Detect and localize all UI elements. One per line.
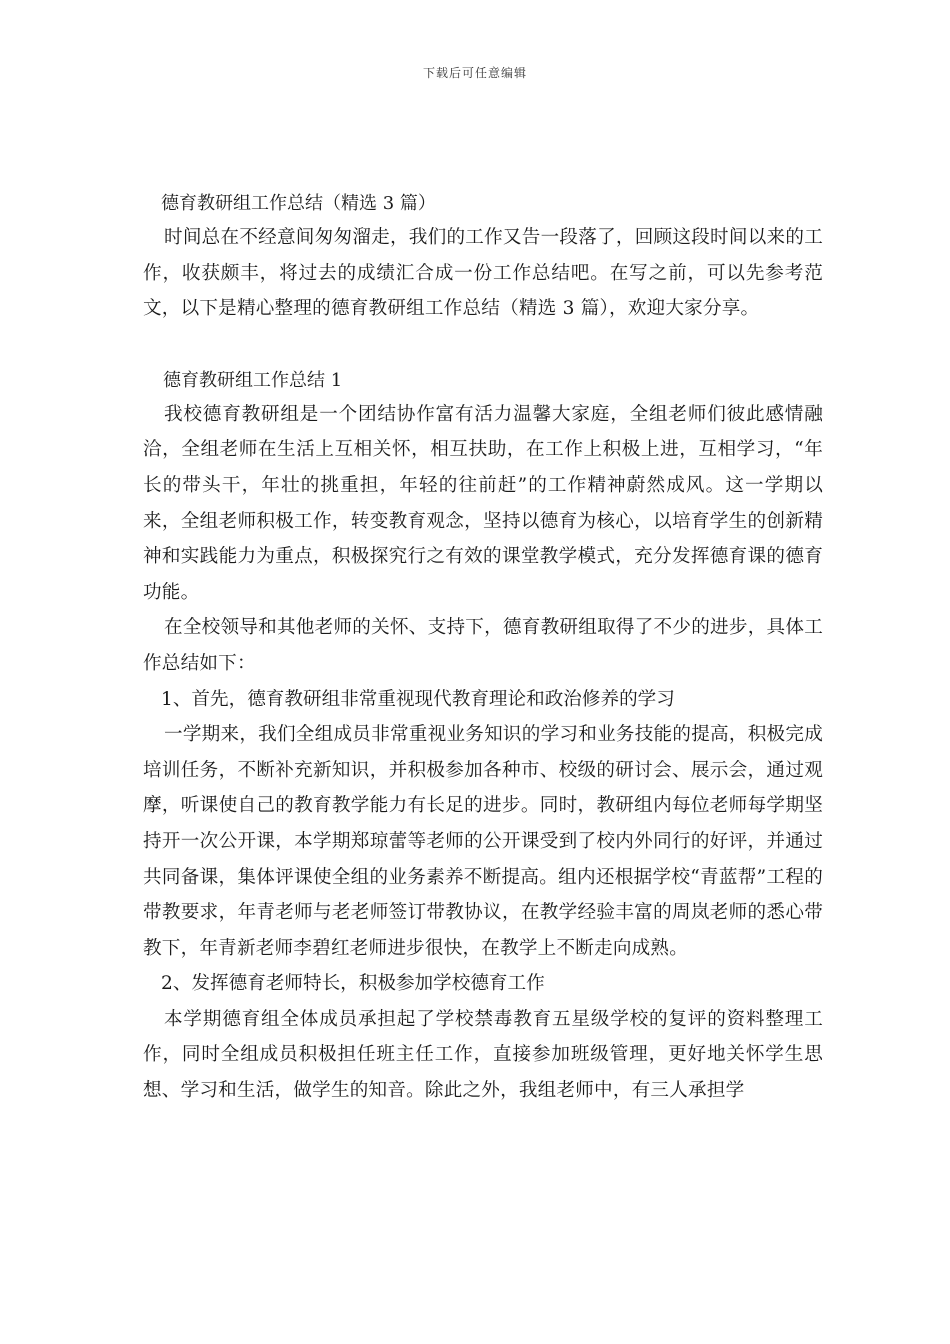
document-title: 德育教研组工作总结（精选 3 篇）: [161, 193, 436, 214]
item-heading: 2、发挥德育老师特长，积极参加学校德育工作: [161, 973, 545, 995]
section-spacer: [143, 327, 823, 365]
section-paragraph: 我校德育教研组是一个团结协作富有活力温馨大家庭，全组老师们彼此感情融洽，全组老师在生活上互相关怀，相互扶助，在工作上积极上进，互相学习，“年长的带头干，年壮的挑重担，年轻的往前赶”的工作精神蔚然成风。这一学期以来，全组老师积极工作，转变教育观念，坚持以德育为核心，以培育学生的创新精神和实践能力为重点，积极探究行之有效的课堂教学模式，充分发挥德育课的德育功能。: [143, 403, 823, 603]
document-body: [143, 188, 823, 1109]
header-note: 下载后可任意编辑: [422, 66, 527, 80]
item-paragraph: 一学期来，我们全组成员非常重视业务知识的学习和业务技能的提高，积极完成培训任务，不断补充新知识，并积极参加各种市、校级的研讨会、展示会，通过观摩，听课使自己的教育教学能力有长足的进步。同时，教研组内每位老师每学期坚持开一次公开课，本学期郑琼蕾等老师的公开课受到了校内外同行的好评，并通过共同备课，集体评课使全组的业务素养不断提高。组内还根据学校“青蓝帮”工程的带教要求，年青老师与老老师签订带教协议，在教学经验丰富的周岚老师的悉心带教下，年青新老师李碧红老师进步很快，在教学上不断走向成熟。: [143, 724, 823, 959]
item-heading: 1、首先，德育教研组非常重视现代教育理论和政治修养的学习: [161, 688, 675, 710]
intro-paragraph: 时间总在不经意间匆匆溜走，我们的工作又告一段落了，回顾这段时间以来的工作，收获颇丰，将过去的成绩汇合成一份工作总结吧。在写之前，可以先参考范文，以下是精心整理的德育教研组工作总结（精选 3 篇），欢迎大家分享。: [143, 227, 823, 320]
section-title: 德育教研组工作总结 1: [163, 369, 343, 391]
section-paragraph: 在全校领导和其他老师的关怀、支持下，德育教研组取得了不少的进步，具体工作总结如下：: [143, 617, 823, 674]
item-paragraph: 本学期德育组全体成员承担起了学校禁毒教育五星级学校的复评的资料整理工作，同时全组成员积极担任班主任工作，直接参加班级管理，更好地关怀学生思想、学习和生活，做学生的知音。除此之外，我组老师中，有三人承担学: [143, 1008, 823, 1102]
